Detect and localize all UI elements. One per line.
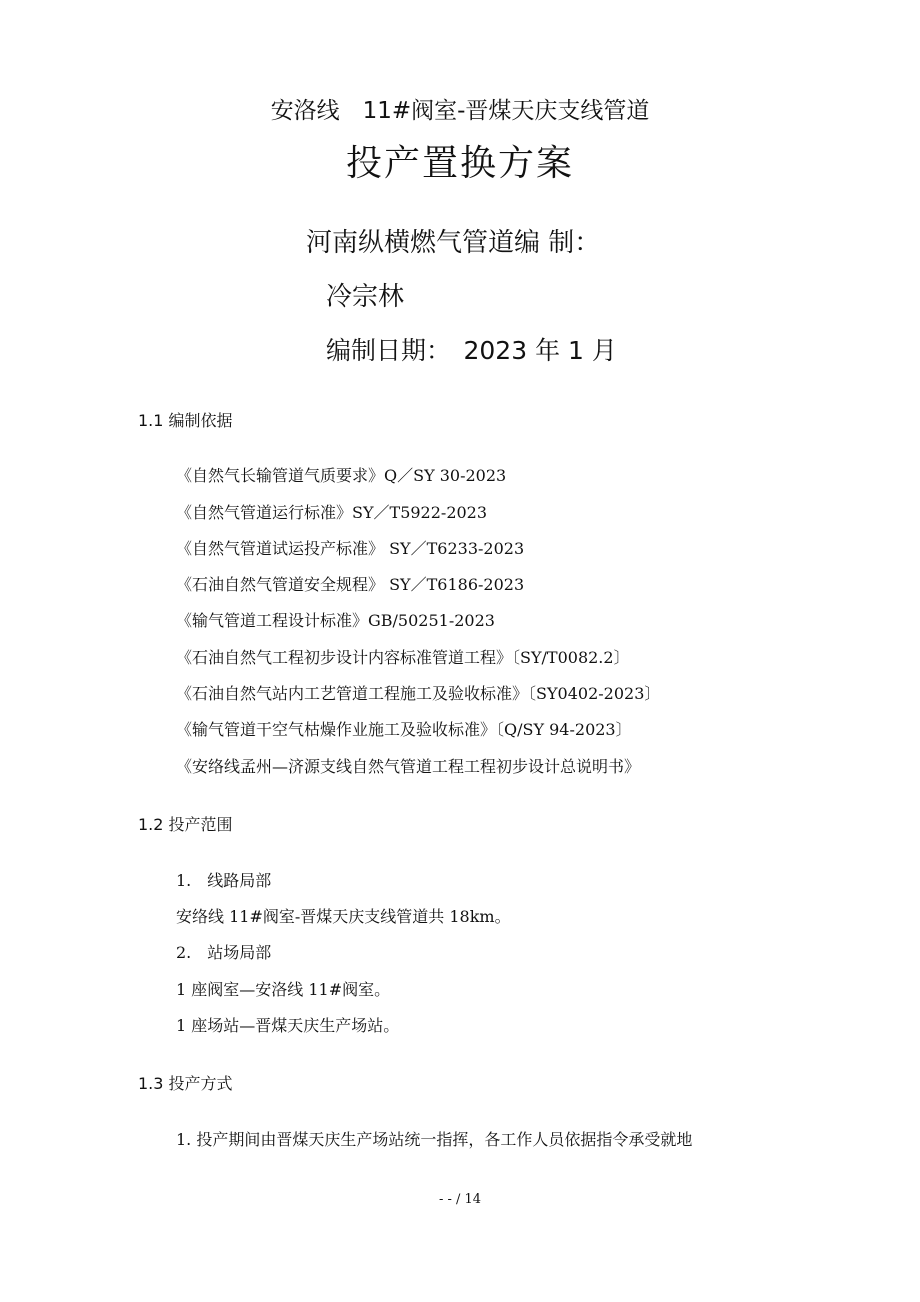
scope-line: 1. 线路局部	[176, 871, 272, 890]
reference-item: 《石油自然气工程初步设计内容标准管道工程》〔SY/T0082.2〕	[176, 648, 630, 667]
scope-line: 安络线 11#阀室-晋煤天庆支线管道共 18km。	[176, 907, 511, 926]
document-title-main: 投产置换方案	[345, 143, 574, 184]
scope-line: 1 座阀室—安洛线 11#阀室。	[176, 980, 391, 999]
compile-date: 编制日期： 2023 年 1 月	[326, 336, 617, 365]
author-name: 冷宗林	[326, 282, 405, 312]
section-heading-basis: 1.1 编制依据	[138, 411, 233, 430]
author-organization: 河南纵横燃气管道编 制：	[306, 228, 601, 258]
document-title-line1: 安洛线 11#阀室-晋煤天庆支线管道	[270, 98, 650, 124]
reference-item: 《石油自然气站内工艺管道工程施工及验收标准》〔SY0402-2023〕	[176, 684, 661, 703]
reference-item: 《输气管道工程设计标准》GB/50251-2023	[176, 611, 495, 630]
reference-item: 《自然气管道试运投产标准》 SY／T6233-2023	[176, 539, 525, 558]
section-heading-scope: 1.2 投产范围	[138, 815, 233, 834]
scope-line: 2. 站场局部	[176, 943, 272, 962]
reference-item: 《安络线孟州—济源支线自然气管道工程工程初步设计总说明书》	[176, 757, 641, 776]
reference-item: 《输气管道干空气枯燥作业施工及验收标准》〔Q/SY 94-2023〕	[176, 720, 632, 739]
reference-item: 《石油自然气管道安全规程》 SY／T6186-2023	[176, 575, 525, 594]
scope-line: 1 座场站—晋煤天庆生产场站。	[176, 1016, 400, 1035]
method-line: 1. 投产期间由晋煤天庆生产场站统一指挥，各工作人员依据指令承受就地	[176, 1130, 693, 1149]
section-heading-method: 1.3 投产方式	[138, 1074, 233, 1093]
reference-item: 《自然气长输管道气质要求》Q／SY 30-2023	[176, 466, 507, 485]
page-number: - - / 14	[438, 1192, 482, 1207]
reference-item: 《自然气管道运行标准》SY／T5922-2023	[176, 503, 488, 522]
